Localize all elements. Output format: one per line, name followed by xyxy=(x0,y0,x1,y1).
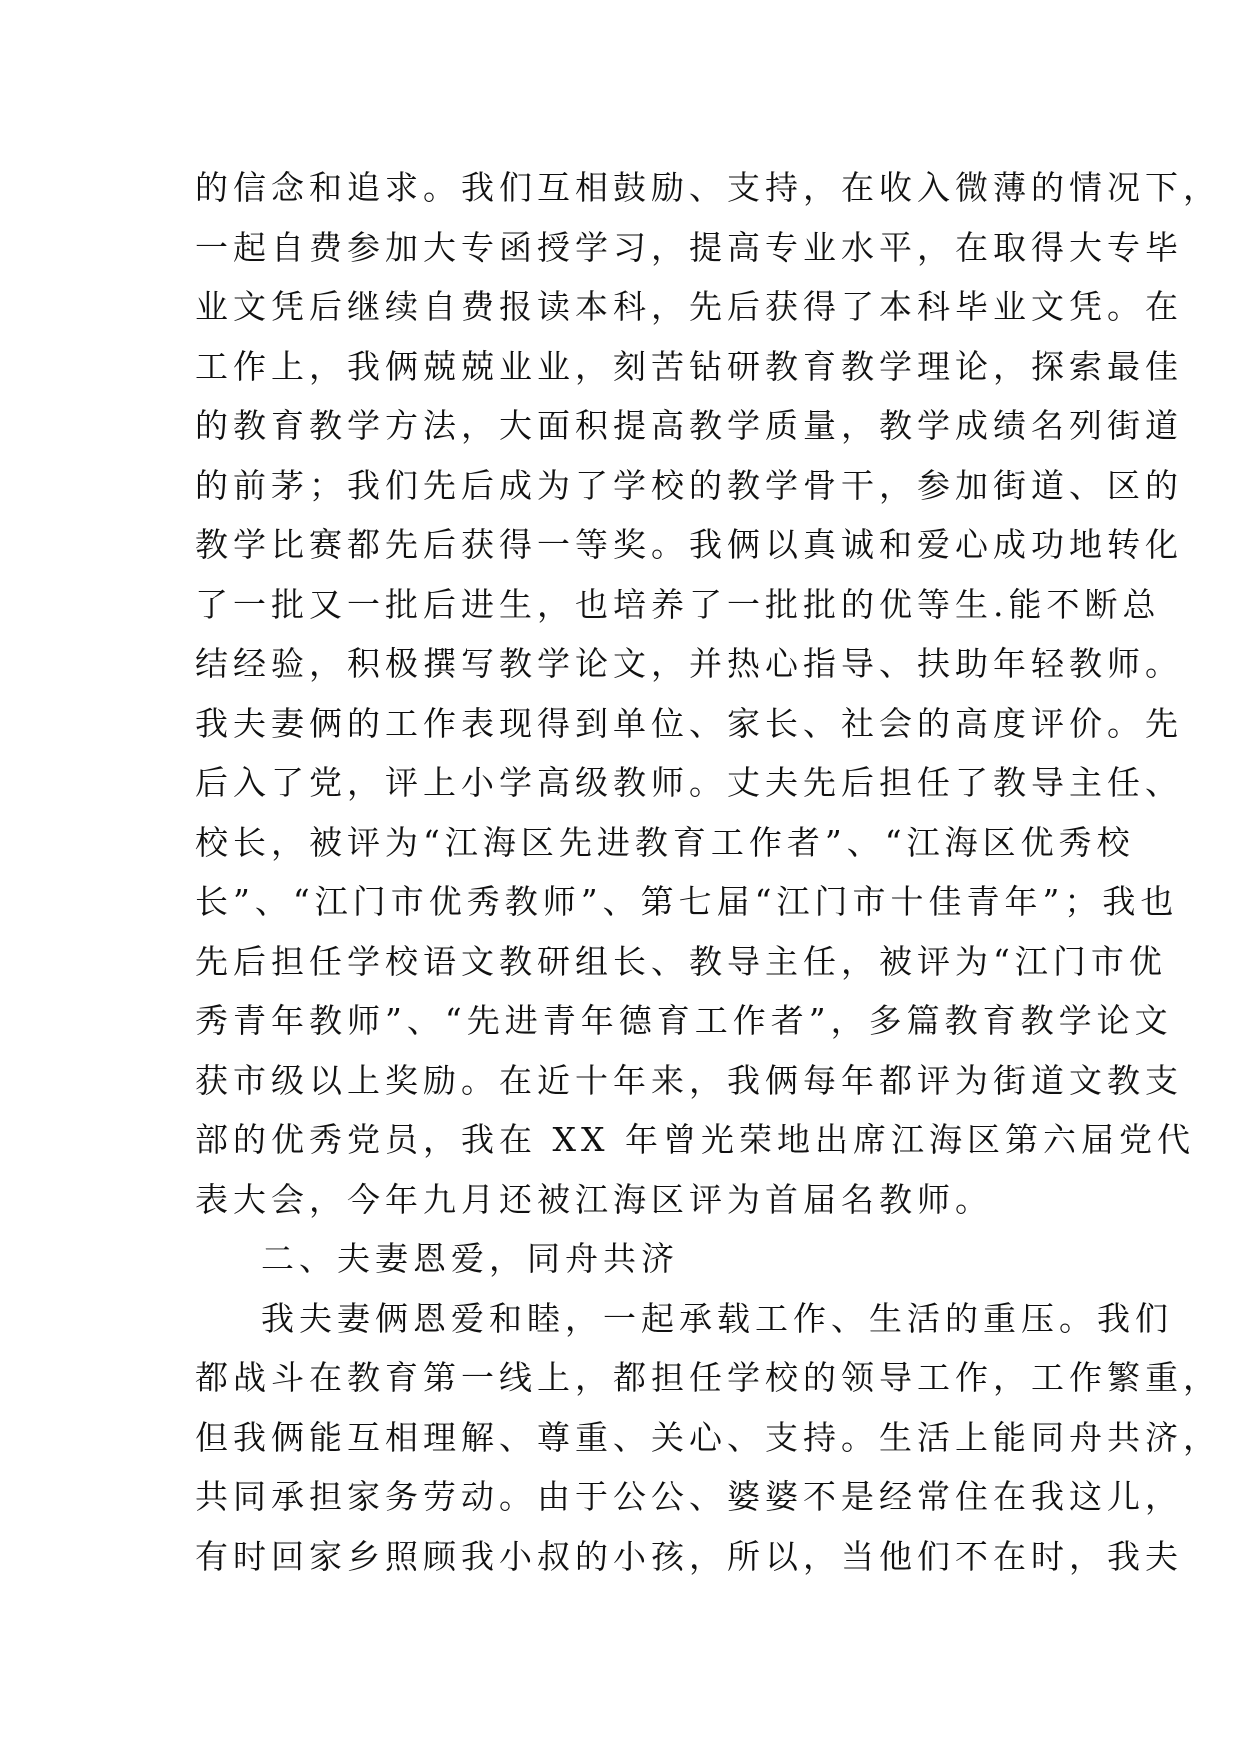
text-line: 校长，被评为“江海区先进教育工作者”、“江海区优秀校 xyxy=(195,822,1135,862)
text-line: 的教育教学方法，大面积提高教学质量，教学成绩名列街道 xyxy=(195,406,1183,445)
text-line: 长”、“江门市优秀教师”、第七届“江门市十佳青年”；我也 xyxy=(195,882,1179,921)
text-line: 获市级以上奖励。在近十年来，我俩每年都评为街道文教支 xyxy=(195,1060,1183,1100)
text-line: 结经验，积极撰写教学论文，并热心指导、扶助年轻教师。 xyxy=(195,644,1183,683)
text-line: 秀青年教师”、“先进青年德育工作者”，多篇教育教学论文 xyxy=(195,1001,1173,1040)
paragraph-first-line: 我夫妻俩恩爱和睦，一起承载工作、生活的重压。我们 xyxy=(261,1298,1173,1338)
text-line: 后入了党，评上小学高级教师。丈夫先后担任了教导主任、 xyxy=(195,763,1183,802)
text-line: 我夫妻俩的工作表现得到单位、家长、社会的高度评价。先 xyxy=(195,703,1183,743)
text-line: 部的优秀党员，我在 XX 年曾光荣地出席江海区第六届党代 xyxy=(195,1120,1195,1159)
text-line: 的信念和追求。我们互相鼓励、支持，在收入微薄的情况下， xyxy=(195,168,1221,207)
text-line: 一起自费参加大专函授学习，提高专业水平，在取得大专毕 xyxy=(195,227,1183,267)
text-line: 表大会，今年九月还被江海区评为首届名教师。 xyxy=(195,1179,993,1219)
text-line: 先后担任学校语文教研组长、教导主任，被评为“江门市优 xyxy=(195,941,1167,981)
section-heading: 二、夫妻恩爱，同舟共济 xyxy=(261,1239,679,1278)
text-line: 都战斗在教育第一线上，都担任学校的领导工作，工作繁重， xyxy=(195,1358,1221,1397)
text-line: 有时回家乡照顾我小叔的小孩，所以，当他们不在时，我夫 xyxy=(195,1536,1183,1576)
document-body xyxy=(195,158,1221,1586)
text-line: 业文凭后继续自费报读本科，先后获得了本科毕业文凭。在 xyxy=(195,287,1183,326)
text-line: 共同承担家务劳动。由于公公、婆婆不是经常住在我这儿， xyxy=(195,1477,1183,1516)
text-line: 教学比赛都先后获得一等奖。我俩以真诚和爱心成功地转化 xyxy=(195,525,1183,564)
text-line: 了一批又一批后进生，也培养了一批批的优等生.能不断总 xyxy=(195,584,1161,624)
text-line: 但我俩能互相理解、尊重、关心、支持。生活上能同舟共济， xyxy=(195,1417,1221,1457)
text-line: 的前茅；我们先后成为了学校的教学骨干，参加街道、区的 xyxy=(195,465,1183,505)
text-line: 工作上，我俩兢兢业业，刻苦钻研教育教学理论，探索最佳 xyxy=(195,346,1183,386)
